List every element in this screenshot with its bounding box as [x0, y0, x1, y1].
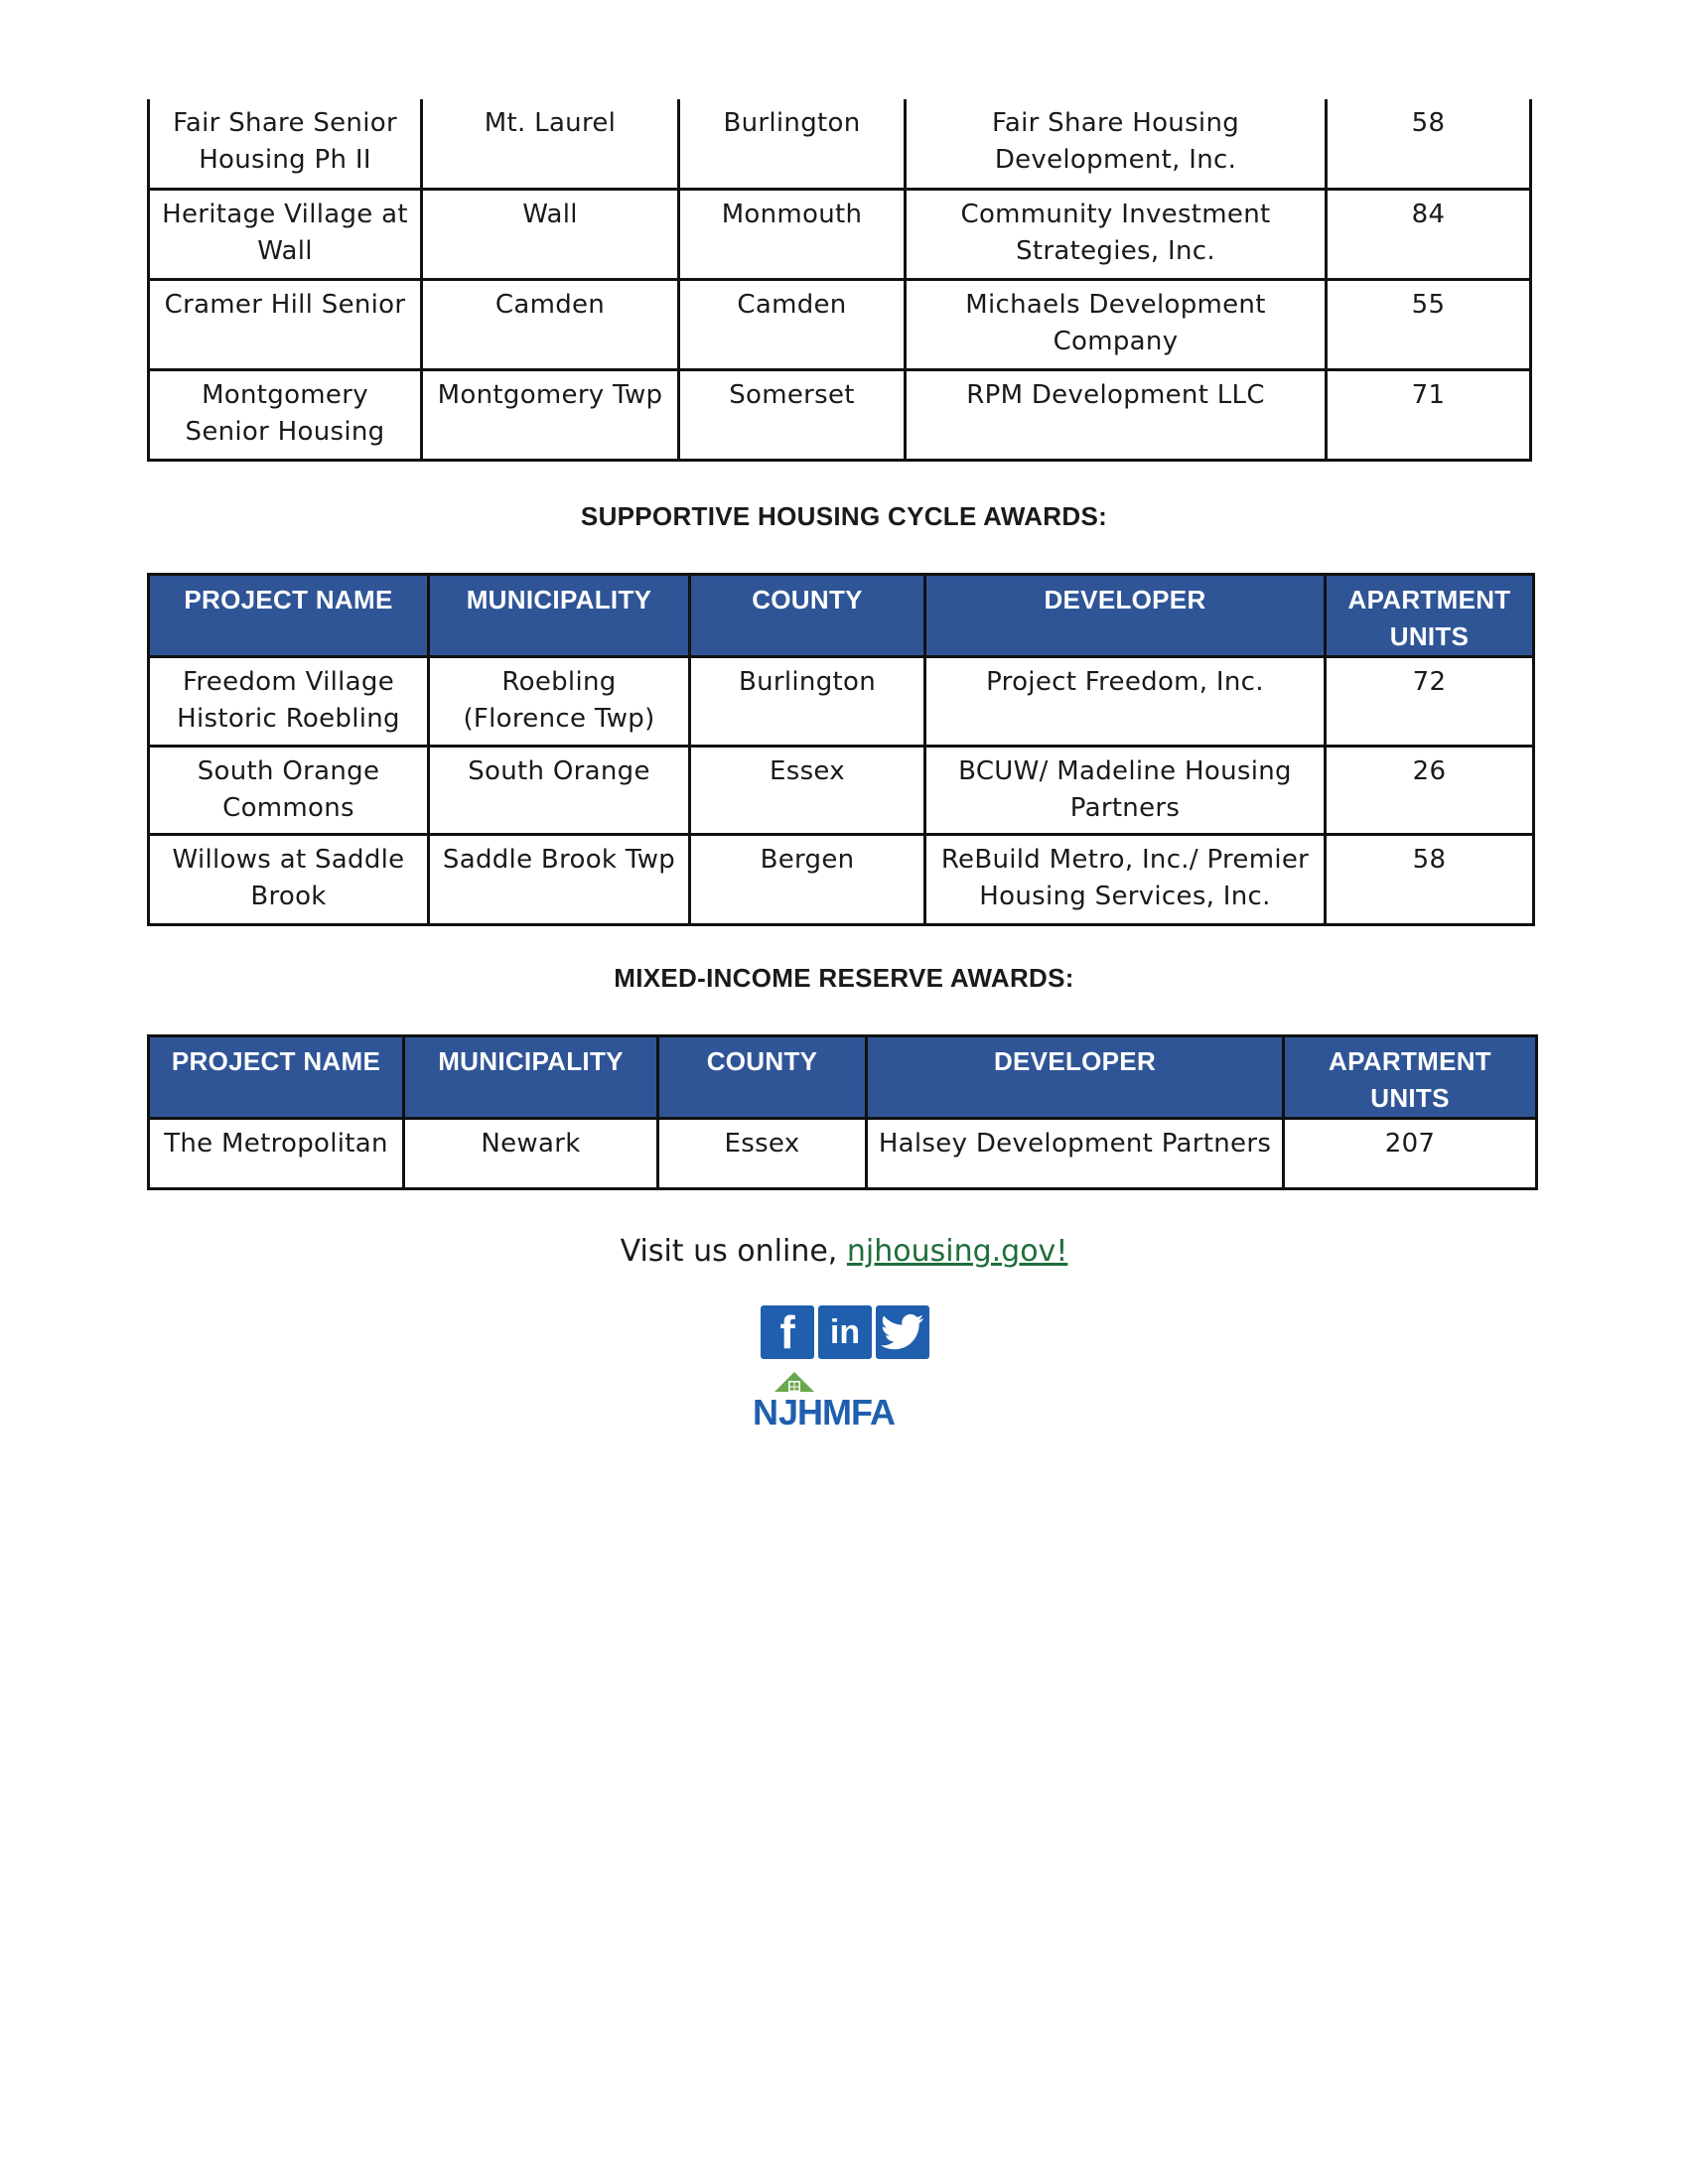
project-name-cell: Montgomery Senior Housing [149, 369, 422, 460]
twitter-icon[interactable] [876, 1305, 929, 1359]
project-name-cell: The Metropolitan [149, 1119, 404, 1189]
visit-online-line [0, 1234, 1688, 1269]
county-cell: Essex [658, 1119, 867, 1189]
municipality-cell: Mt. Laurel [422, 99, 679, 189]
project-name-cell: Heritage Village at Wall [149, 189, 422, 279]
header-municipality: MUNICIPALITY [429, 575, 690, 657]
linkedin-icon[interactable]: in [818, 1305, 872, 1359]
municipality-cell: Newark [404, 1119, 658, 1189]
county-cell: Monmouth [679, 189, 906, 279]
svg-text:JHMFA: JHMFA [778, 1392, 896, 1430]
project-name-cell: Freedom Village Historic Roebling [149, 657, 429, 747]
supportive-awards-table [147, 573, 1535, 926]
units-cell: 58 [1326, 835, 1534, 925]
county-cell: Burlington [679, 99, 906, 189]
units-cell: 72 [1326, 657, 1534, 747]
header-developer: DEVELOPER [867, 1036, 1284, 1119]
county-cell: Burlington [690, 657, 925, 747]
county-cell: Essex [690, 747, 925, 835]
project-name-cell: Fair Share Senior Housing Ph II [149, 99, 422, 189]
units-cell: 58 [1327, 99, 1531, 189]
units-cell: 26 [1326, 747, 1534, 835]
header-county: COUNTY [658, 1036, 867, 1119]
county-cell: Camden [679, 279, 906, 369]
municipality-cell: Roebling (Florence Twp) [429, 657, 690, 747]
header-developer: DEVELOPER [925, 575, 1326, 657]
table-row [149, 99, 1531, 189]
supportive-section-title: SUPPORTIVE HOUSING CYCLE AWARDS: [580, 501, 1108, 531]
project-name-cell: Willows at Saddle Brook [149, 835, 429, 925]
header-project-name: PROJECT NAME [149, 575, 429, 657]
units-cell: 84 [1327, 189, 1531, 279]
header-apartment-units: APARTMENT UNITS [1326, 575, 1534, 657]
table-row [149, 1119, 1537, 1189]
table-row [149, 747, 1534, 835]
table-header-row [149, 1036, 1537, 1119]
units-cell: 71 [1327, 369, 1531, 460]
njhmfa-logo [751, 1368, 945, 1430]
developer-cell: Project Freedom, Inc. [925, 657, 1326, 747]
table-row [149, 189, 1531, 279]
municipality-cell: South Orange [429, 747, 690, 835]
header-project-name: PROJECT NAME [149, 1036, 404, 1119]
header-county: COUNTY [690, 575, 925, 657]
mixed-income-section-title: MIXED-INCOME RESERVE AWARDS: [614, 963, 1074, 993]
social-links [761, 1305, 929, 1359]
facebook-icon[interactable]: f [761, 1305, 814, 1359]
units-cell: 207 [1284, 1119, 1537, 1189]
county-cell: Bergen [690, 835, 925, 925]
svg-text:N: N [753, 1392, 777, 1430]
municipality-cell: Saddle Brook Twp [429, 835, 690, 925]
header-municipality: MUNICIPALITY [404, 1036, 658, 1119]
developer-cell: Fair Share Housing Development, Inc. [906, 99, 1327, 189]
table-row [149, 835, 1534, 925]
municipality-cell: Camden [422, 279, 679, 369]
table-row [149, 279, 1531, 369]
developer-cell: Michaels Development Company [906, 279, 1327, 369]
table-header-row [149, 575, 1534, 657]
table-row [149, 369, 1531, 460]
developer-cell: RPM Development LLC [906, 369, 1327, 460]
table-row [149, 657, 1534, 747]
continued-awards-table [147, 99, 1532, 462]
developer-cell: Halsey Development Partners [867, 1119, 1284, 1189]
website-link[interactable]: njhousing.gov! [846, 1234, 1068, 1269]
developer-cell: ReBuild Metro, Inc./ Premier Housing Services, Inc. [925, 835, 1326, 925]
visit-text: Visit us online, [620, 1234, 847, 1269]
project-name-cell: Cramer Hill Senior [149, 279, 422, 369]
municipality-cell: Wall [422, 189, 679, 279]
municipality-cell: Montgomery Twp [422, 369, 679, 460]
mixed-income-awards-table [147, 1034, 1538, 1190]
project-name-cell: South Orange Commons [149, 747, 429, 835]
units-cell: 55 [1327, 279, 1531, 369]
developer-cell: BCUW/ Madeline Housing Partners [925, 747, 1326, 835]
developer-cell: Community Investment Strategies, Inc. [906, 189, 1327, 279]
county-cell: Somerset [679, 369, 906, 460]
header-apartment-units: APARTMENT UNITS [1284, 1036, 1537, 1119]
